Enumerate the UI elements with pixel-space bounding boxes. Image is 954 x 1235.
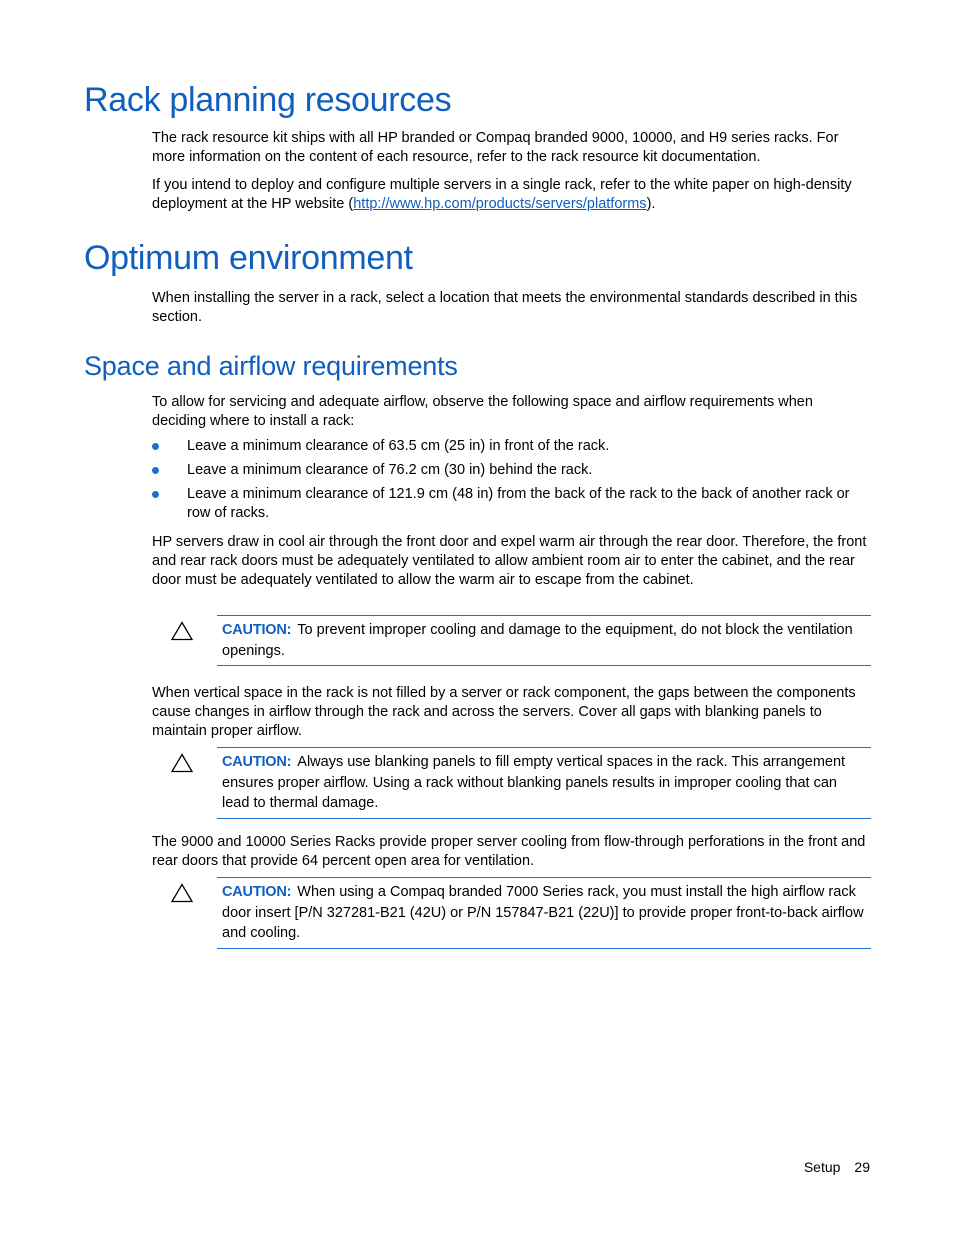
list-item (152, 461, 870, 480)
paragraph-series-racks: The 9000 and 10000 Series Racks provide proper server cooling from flow-through perforations in the front and rear doors that provide 64 percent open area for ventilation. (152, 834, 866, 869)
hp-platforms-link[interactable]: http://www.hp.com/products/servers/platforms (353, 196, 647, 212)
list-item-text: Leave a minimum clearance of 76.2 cm (30 in) behind the rack. (187, 462, 593, 478)
paragraph-high-density-end: ). (646, 196, 656, 212)
bullet-dot-icon (152, 491, 159, 498)
caution-text: Always use blanking panels to fill empty vertical spaces in the rack. This arrangement ensures proper airflow. Using a rack without blanking panels results in improper cooling that can lead to thermal damage. (222, 754, 846, 811)
warning-triangle-icon (171, 621, 193, 641)
paragraph-rack-kit: The rack resource kit ships with all HP branded or Compaq branded 9000, 10000, and H9 series racks. For more information on the content of each resource, refer to the rack resource kit documentation. (152, 130, 839, 165)
paragraph-vertical-space: When vertical space in the rack is not filled by a server or rack component, the gaps between the components cause changes in airflow through the rack and across the servers. Cover all gaps with blanking panels to maintain proper airflow. (152, 685, 856, 739)
heading-space-airflow: Space and airflow requirements (84, 351, 458, 381)
warning-triangle-icon (171, 753, 193, 773)
list-item (152, 485, 870, 523)
heading-optimum-environment: Optimum environment (84, 239, 413, 277)
page-number: 29 (854, 1159, 870, 1175)
caution-text: When using a Compaq branded 7000 Series rack, you must install the high airflow rack door insert [P/N 327281-B21 (42U) or P/N 157847-B21 (22U)] to provide proper front-to-back airflow and cooling. (222, 884, 864, 941)
bullet-dot-icon (152, 443, 159, 450)
list-item-text: Leave a minimum clearance of 63.5 cm (25 in) in front of the rack. (187, 438, 610, 454)
caution-box-ventilation (217, 615, 871, 666)
caution-label: CAUTION: (222, 622, 292, 638)
caution-label: CAUTION: (222, 754, 292, 770)
list-item-text: Leave a minimum clearance of 121.9 cm (48 in) from the back of the rack to the back of another rack or row of racks. (187, 486, 850, 521)
heading-rack-planning: Rack planning resources (84, 81, 452, 119)
clearance-list (152, 437, 870, 528)
caution-box-blanking-panels (217, 747, 871, 819)
paragraph-high-density-text: If you intend to deploy and configure multiple servers in a single rack, refer to the white paper on high-density deployment at the HP website ( (152, 177, 852, 212)
warning-triangle-icon (171, 883, 193, 903)
paragraph-airflow-intro: To allow for servicing and adequate airflow, observe the following space and airflow requirements when deciding where to install a rack: (152, 394, 813, 429)
page-footer (804, 1158, 870, 1176)
caution-label: CAUTION: (222, 884, 292, 900)
footer-section: Setup (803, 1159, 841, 1175)
bullet-dot-icon (152, 467, 159, 474)
caution-box-door-insert (217, 877, 871, 949)
list-item (152, 437, 870, 456)
paragraph-environment: When installing the server in a rack, select a location that meets the environmental standards described in this section. (152, 290, 858, 325)
paragraph-high-density (152, 176, 870, 214)
caution-text: To prevent improper cooling and damage to the equipment, do not block the ventilation openings. (222, 622, 853, 659)
paragraph-airflow-doors: HP servers draw in cool air through the front door and expel warm air through the rear door. Therefore, the front and rear rack doors must be adequately ventilated to allow ambient room air to enter the cabinet, and the rear door must be adequately ventilated to allow the warm air to escape from the cabinet. (152, 534, 867, 588)
